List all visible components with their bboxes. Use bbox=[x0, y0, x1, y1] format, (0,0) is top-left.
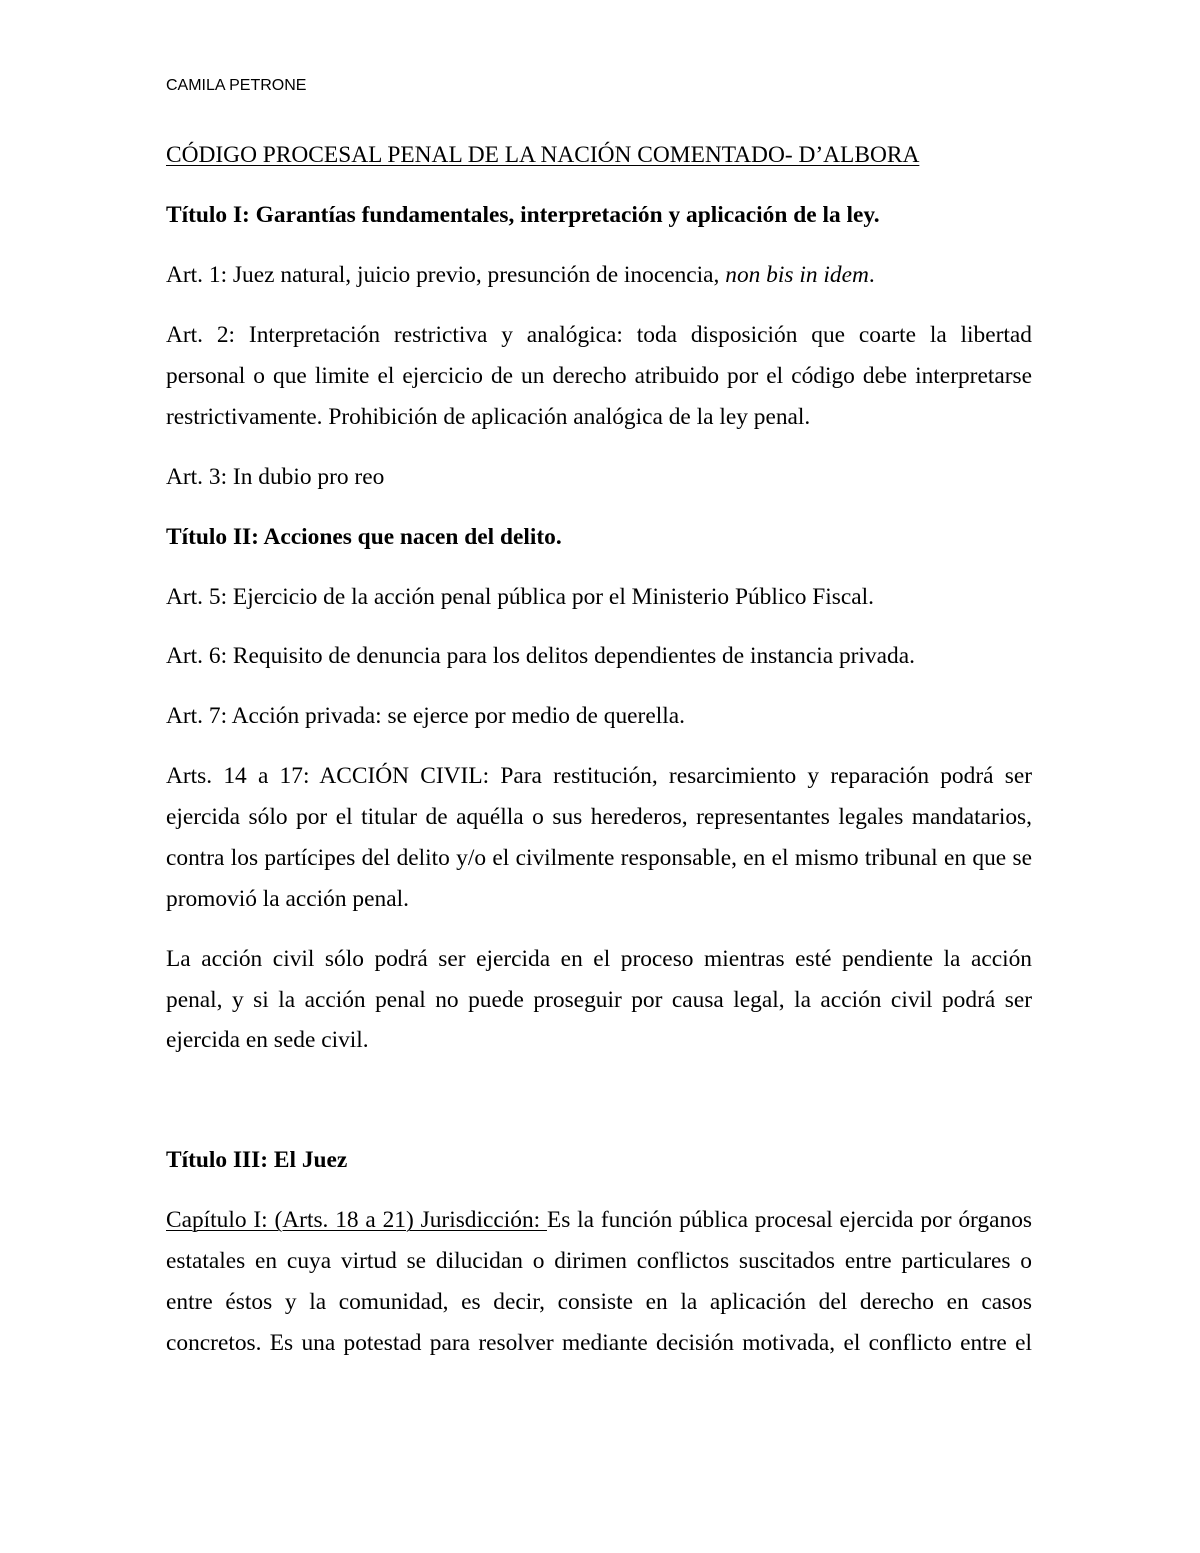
paragraph-line: concretos. Es una potestad para resolver mediante decisión motivada, el conflicto entre el bbox=[166, 1329, 1032, 1356]
document-body bbox=[166, 135, 1032, 1383]
paragraph-line bbox=[166, 1200, 1032, 1241]
art-5-paragraph: Art. 5: Ejercicio de la acción penal pública por el Ministerio Público Fiscal. bbox=[166, 583, 875, 610]
titulo-1-heading: Título I: Garantías fundamentales, interpretación y aplicación de la ley. bbox=[166, 201, 880, 228]
paragraph-line: promovió la acción penal. bbox=[166, 885, 409, 912]
paragraph-line: restrictivamente. Prohibición de aplicación analógica de la ley penal. bbox=[166, 403, 811, 430]
art-3-paragraph: Art. 3: In dubio pro reo bbox=[166, 463, 385, 490]
titulo-2-heading: Título II: Acciones que nacen del delito. bbox=[166, 523, 562, 550]
paragraph-line: contra los partícipes del delito y/o el civilmente responsable, en el mismo tribunal en que se bbox=[166, 845, 1032, 872]
capitulo-1-label: Capítulo I: (Arts. 18 a 21) Jurisdicción: bbox=[166, 1207, 547, 1234]
paragraph-line: estatales en cuya virtud se dilucidan o dirimen conflictos suscitados entre particulares o bbox=[166, 1248, 1032, 1275]
art-1-latin-phrase: non bis in idem bbox=[725, 261, 869, 288]
art-7-paragraph: Art. 7: Acción privada: se ejerce por medio de querella. bbox=[166, 703, 685, 730]
art-1-paragraph bbox=[166, 255, 1032, 296]
art-6-paragraph: Art. 6: Requisito de denuncia para los delitos dependientes de instancia privada. bbox=[166, 643, 915, 670]
capitulo-1-paragraph bbox=[166, 1200, 1032, 1363]
titulo-3-heading: Título III: El Juez bbox=[166, 1147, 348, 1174]
page-header-author: CAMILA PETRONE bbox=[166, 77, 307, 94]
paragraph-line: penal, y si la acción penal no puede proseguir por causa legal, la acción civil podrá ser bbox=[166, 986, 1032, 1013]
paragraph-line: La acción civil sólo podrá ser ejercida en el proceso mientras esté pendiente la acción bbox=[166, 945, 1032, 972]
art-1-text: Art. 1: Juez natural, juicio previo, presunción de inocencia, bbox=[166, 261, 726, 288]
paragraph-line: ejercida en sede civil. bbox=[166, 1027, 369, 1054]
accion-civil-paragraph bbox=[166, 939, 1032, 1061]
arts-14-17-paragraph bbox=[166, 756, 1032, 919]
paragraph-line: personal o que limite el ejercicio de un derecho atribuido por el código debe interpretarse bbox=[166, 362, 1032, 389]
paragraph-line: Arts. 14 a 17: ACCIÓN CIVIL: Para restitución, resarcimiento y reparación podrá ser bbox=[166, 763, 1032, 790]
blank-paragraph bbox=[166, 1080, 1032, 1121]
paragraph-line: entre éstos y la comunidad, es decir, consiste en la aplicación del derecho en casos bbox=[166, 1288, 1032, 1315]
art-1-end: . bbox=[868, 261, 875, 288]
capitulo-1-first-line-text: Es la función pública procesal ejercida por órganos bbox=[546, 1207, 1032, 1234]
document-title: CÓDIGO PROCESAL PENAL DE LA NACIÓN COMENTADO- D’ALBORA bbox=[166, 142, 920, 168]
art-2-paragraph bbox=[166, 315, 1032, 437]
paragraph-line: Art. 2: Interpretación restrictiva y analógica: toda disposición que coarte la libertad bbox=[166, 321, 1032, 348]
paragraph-line: ejercida sólo por el titular de aquélla o sus herederos, representantes legales mandatarios, bbox=[166, 804, 1032, 831]
